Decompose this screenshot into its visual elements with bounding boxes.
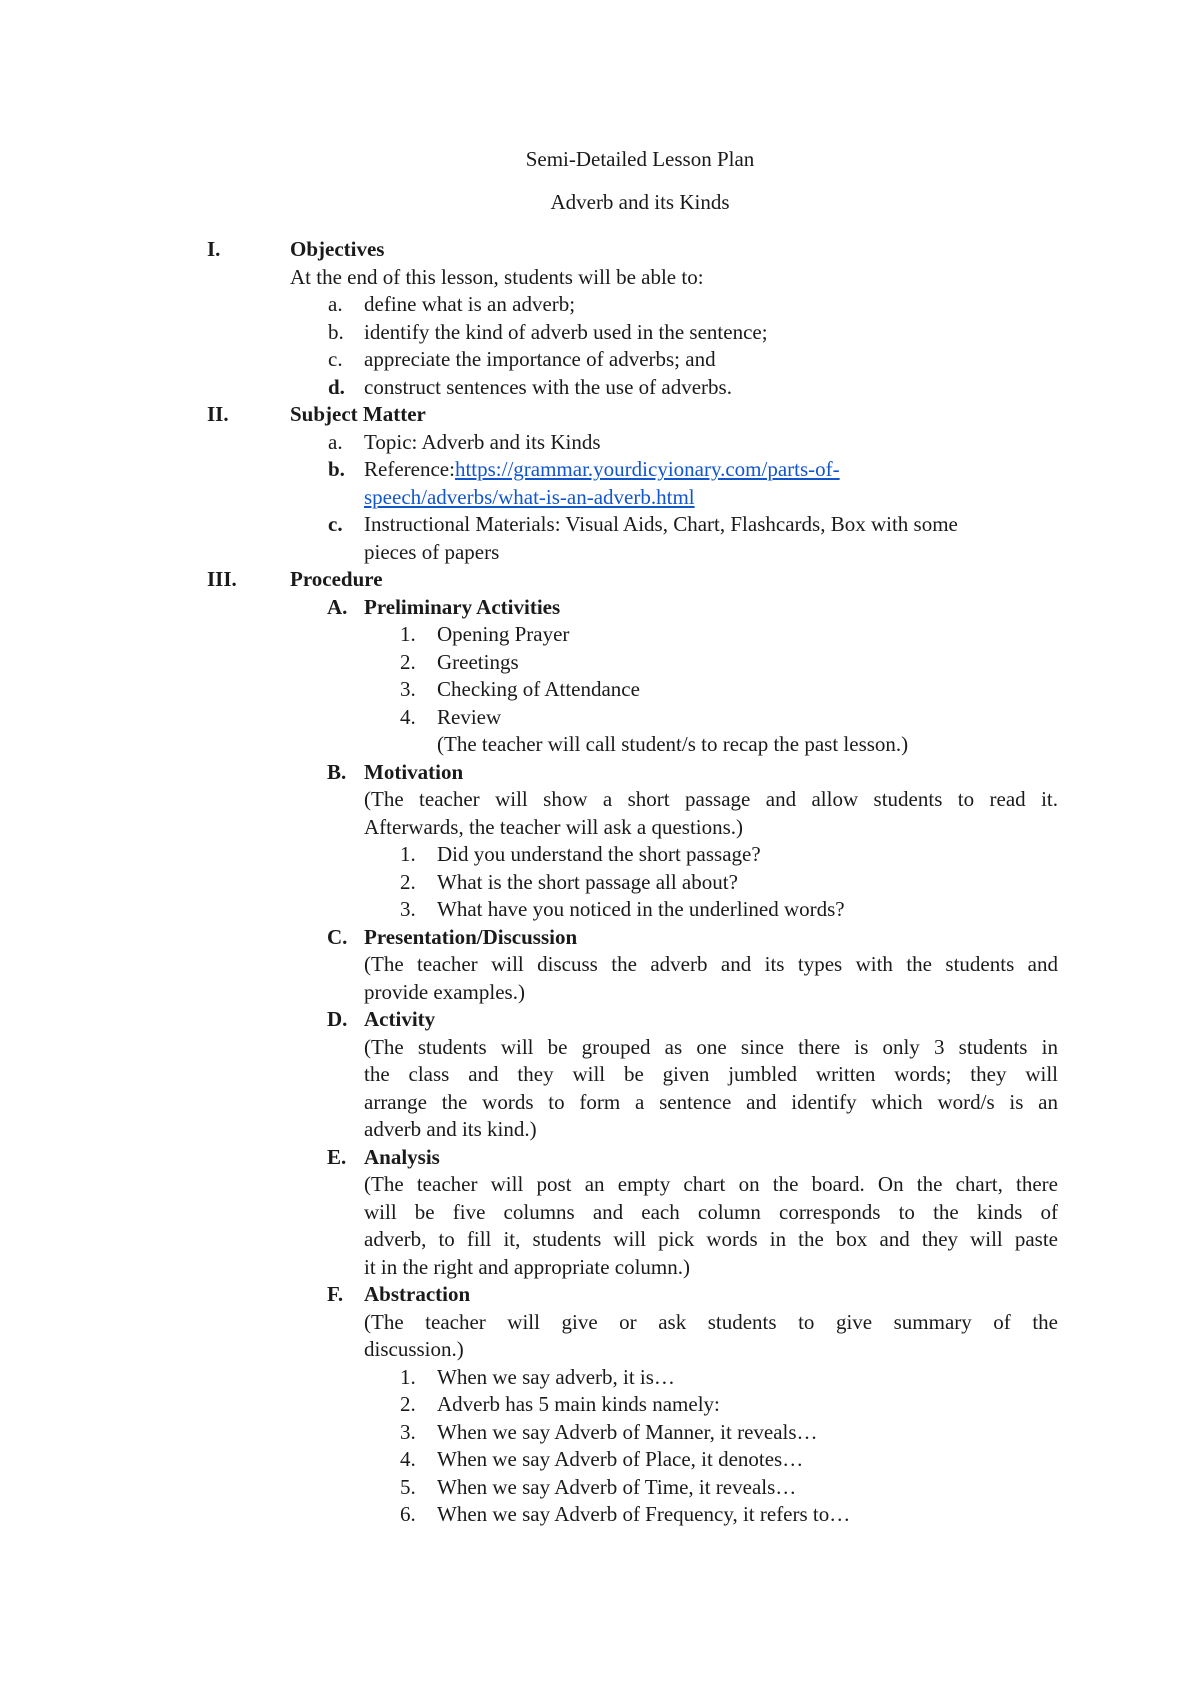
section-heading: Procedure (290, 567, 383, 591)
list-item: 5. When we say Adverb of Time, it reveals… (400, 1474, 797, 1499)
list-item: 1. Did you understand the short passage? (400, 842, 761, 866)
activity-desc: arrange the words to form a sentence and identify which word/s is an (364, 1089, 1058, 1114)
list-item: 1. When we say adverb, it is… (400, 1364, 675, 1389)
list-item: 6. When we say Adverb of Frequency, it refers to… (400, 1502, 851, 1526)
analysis-desc: adverb, to fill it, students will pick words in the box and they will paste (364, 1227, 1058, 1251)
list-item: 1. Opening Prayer (400, 622, 570, 646)
list-item: 3. What have you noticed in the underlined words? (400, 897, 845, 921)
abstraction-desc: (The teacher will give or ask students to give summary of the (364, 1309, 1058, 1334)
objectives-intro: At the end of this lesson, students will be able to: (290, 264, 704, 289)
list-item: 3. When we say Adverb of Manner, it reveals… (400, 1419, 818, 1444)
activity-desc: adverb and its kind.) (364, 1117, 537, 1141)
motivation-desc: (The teacher will show a short passage and allow students to read it. (364, 787, 1058, 811)
section-objectives (0, 236, 1200, 264)
review-note: (The teacher will call student/s to recap the past lesson.) (437, 732, 909, 756)
section-heading: Objectives (290, 237, 385, 261)
subject-reference-cont (0, 484, 1200, 512)
lesson-plan-body (0, 236, 1200, 1529)
reference-link-cont[interactable]: speech/adverbs/what-is-an-adverb.html (364, 484, 695, 509)
list-item: 2. Adverb has 5 main kinds namely: (400, 1392, 720, 1416)
section-procedure (0, 566, 1200, 594)
section-subject-matter (0, 401, 1200, 429)
subsection-analysis: E. Analysis (327, 1144, 440, 1169)
reference-link[interactable]: https://grammar.yourdicyionary.com/parts-of- (454, 457, 840, 481)
analysis-desc: it in the right and appropriate column.) (364, 1254, 690, 1279)
subsection-activity: D. Activity (327, 1007, 436, 1031)
presentation-desc: (The teacher will discuss the adverb and its types with the students and (364, 952, 1058, 976)
list-item: 4. Review (400, 704, 502, 729)
analysis-desc: (The teacher will post an empty chart on the board. On the chart, there (364, 1172, 1058, 1196)
subject-materials: c. Instructional Materials: Visual Aids, Chart, Flashcards, Box with some (328, 512, 958, 536)
section-number: I. (207, 237, 221, 261)
list-item: 2. What is the short passage all about? (400, 869, 738, 894)
subsection-presentation: C. Presentation/Discussion (327, 924, 578, 949)
list-item: 4. When we say Adverb of Place, it denotes… (400, 1447, 804, 1471)
objective-item: d. construct sentences with the use of adverbs. (328, 374, 732, 399)
subject-topic: a. Topic: Adverb and its Kinds (328, 429, 601, 454)
document-subtitle: Adverb and its Kinds (550, 190, 730, 214)
activity-desc: (The students will be grouped as one since there is only 3 students in (364, 1034, 1058, 1059)
subject-materials-cont: pieces of papers (364, 539, 500, 564)
activity-desc: the class and they will be given jumbled written words; they will (364, 1062, 1058, 1086)
section-number: III. (207, 567, 237, 591)
motivation-desc: Afterwards, the teacher will ask a questions.) (364, 814, 744, 839)
subsection-motivation: B. Motivation (327, 759, 464, 784)
presentation-desc: provide examples.) (364, 979, 525, 1004)
objective-item: b. identify the kind of adverb used in the sentence; (328, 319, 768, 344)
document-title: Semi-Detailed Lesson Plan (525, 147, 755, 171)
analysis-desc: will be five columns and each column corresponds to the kinds of (364, 1199, 1058, 1224)
section-heading: Subject Matter (290, 402, 426, 426)
list-item: 3. Checking of Attendance (400, 677, 640, 701)
abstraction-desc: discussion.) (364, 1337, 464, 1361)
subsection-abstraction: F. Abstraction (327, 1282, 471, 1306)
section-number: II. (207, 402, 229, 426)
subsection-preliminary: A. Preliminary Activities (327, 594, 561, 619)
subject-reference: b. Reference:https://grammar.yourdicyionary.com/parts-of- (328, 457, 840, 481)
objective-item: c. appreciate the importance of adverbs; and (328, 347, 716, 371)
objective-item: a. define what is an adverb; (328, 292, 576, 316)
list-item: 2. Greetings (400, 649, 519, 674)
